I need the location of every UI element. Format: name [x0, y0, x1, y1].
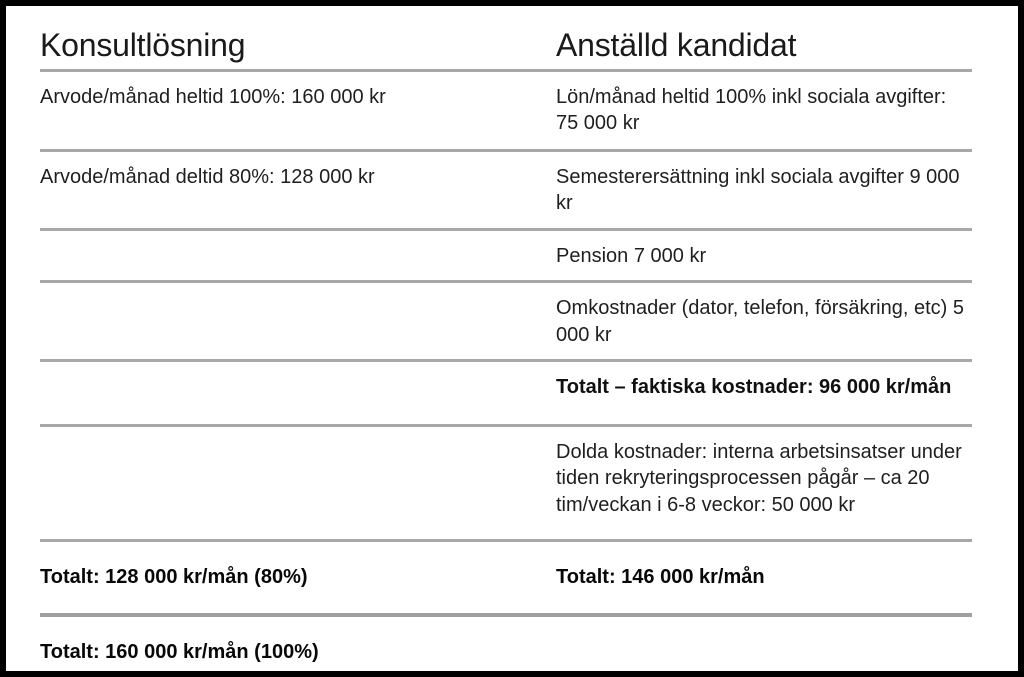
column-header-konsultlosning: Konsultlösning — [40, 27, 246, 64]
table-row — [40, 283, 972, 362]
table-row — [40, 362, 972, 427]
column-header-anstalld-kandidat: Anställd kandidat — [556, 27, 797, 64]
cell-anstalld-empty-1 — [550, 617, 972, 661]
cell-konsult-arvode-heltid: Arvode/månad heltid 100%: 160 000 kr — [40, 86, 386, 108]
cell-konsult-empty-1 — [40, 231, 550, 254]
cell-konsult-totalt-100: Totalt: 160 000 kr/mån (100%) — [40, 640, 319, 663]
table-total-row — [40, 617, 972, 677]
cell-konsult-empty-3 — [40, 362, 550, 385]
cell-anstalld-omkostnader: Omkostnader (dator, telefon, försäkring, etc) 5 000 kr — [556, 297, 964, 346]
cell-anstalld-pension: Pension 7 000 kr — [556, 244, 707, 267]
cell-konsult-empty-2 — [40, 283, 550, 306]
cell-konsult-empty-4 — [40, 427, 550, 450]
table-row — [40, 427, 972, 542]
table-row — [40, 72, 972, 152]
cost-comparison-table — [40, 6, 972, 677]
cell-anstalld-lon-heltid: Lön/månad heltid 100% inkl sociala avgifter: 75 000 kr — [556, 86, 947, 135]
cell-anstalld-semesterersattning: Semesterersättning inkl sociala avgifter 9 000 kr — [556, 166, 960, 215]
table-row — [40, 152, 972, 231]
cell-anstalld-totalt-faktiska-kostnader: Totalt – faktiska kostnader: 96 000 kr/mån — [556, 375, 952, 398]
table-header-row — [40, 6, 972, 72]
cell-konsult-totalt-80: Totalt: 128 000 kr/mån (80%) — [40, 565, 308, 588]
table-row — [40, 231, 972, 283]
cell-anstalld-dolda-kostnader: Dolda kostnader: interna arbetsinsatser under tiden rekryteringsprocessen pågår – ca 20 tim/veckan i 6-8 veckor: 50 000 kr — [556, 440, 962, 516]
cell-konsult-arvode-deltid: Arvode/månad deltid 80%: 128 000 kr — [40, 166, 375, 188]
cell-anstalld-totalt: Totalt: 146 000 kr/mån — [556, 565, 765, 588]
table-total-row — [40, 542, 972, 617]
